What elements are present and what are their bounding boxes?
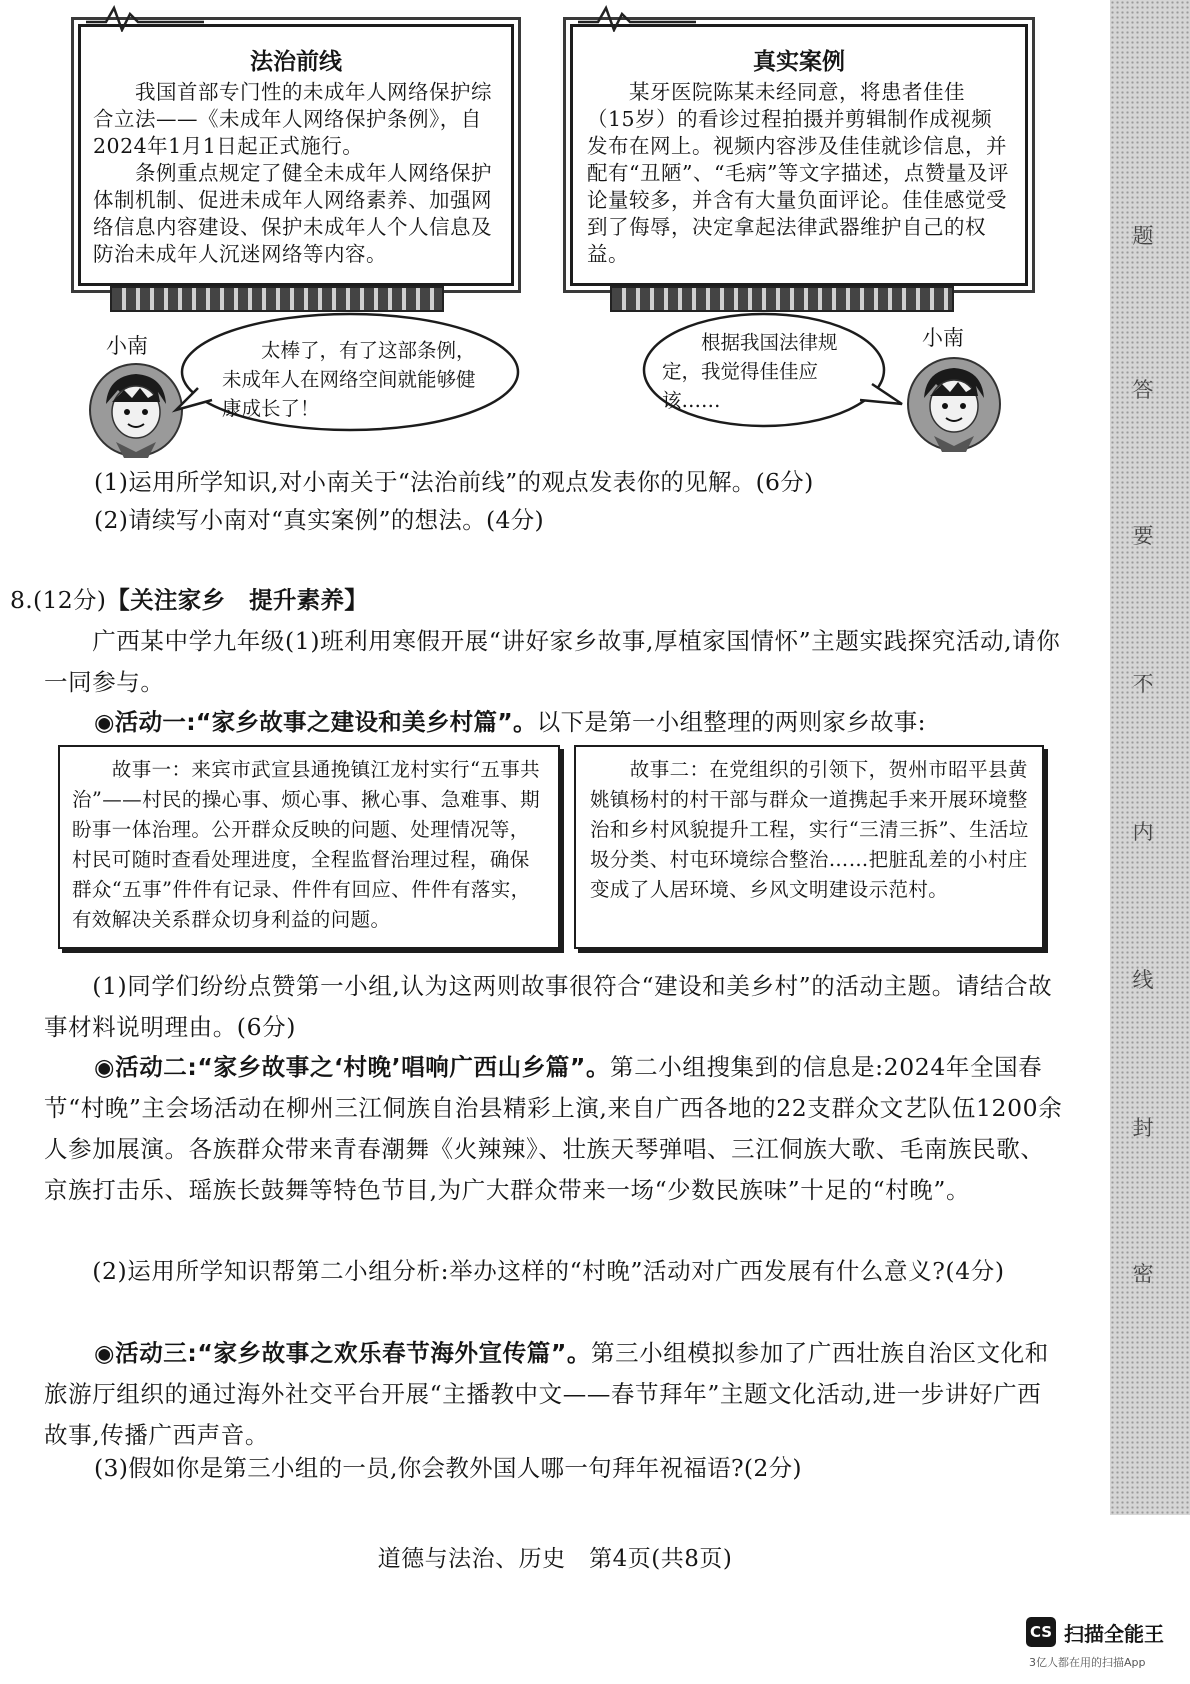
margin-char: 要 — [1132, 524, 1154, 548]
activity-1-label: ◉活动一:“家乡故事之建设和美乡村篇”。 — [94, 708, 537, 736]
scanner-tagline: 3亿人都在用的扫描App — [1029, 1656, 1146, 1669]
panel-real-case-body: 某牙医院陈某未经同意，将患者佳佳（15岁）的看诊过程拍摄并剪辑制作成视频发布在网上。视频内容涉及佳佳就诊信息，并配有“丑陋”、“毛病”等文字描述，点赞量及评论量较多，并含有大量负面评论。佳佳感觉受到了侮辱，决定拿起法律武器维护自己的权益。 — [587, 80, 1009, 266]
story-box-2 — [574, 745, 1044, 949]
scanner-logo-icon: CS — [1026, 1617, 1056, 1647]
boy-avatar-icon — [906, 356, 1002, 452]
story-2-text: 故事二：在党组织的引领下，贺州市昭平县黄姚镇杨村的村干部与群众一道携起手来开展环境整治和乡村风貌提升工程，实行“三清三拆”、生活垃圾分类、村屯环境综合整治……把脏乱差的小村庄变成了人居环境、乡风文明建设示范村。 — [590, 758, 1029, 901]
activity-2 — [44, 1047, 1064, 1211]
margin-char: 答 — [1132, 378, 1154, 402]
q7-sub2: (2)请续写小南对“真实案例”的想法。(4分) — [94, 506, 545, 534]
story-1-text: 故事一：来宾市武宣县通挽镇江龙村实行“五事共治”——村民的操心事、烦心事、揪心事、急难事、期盼事一体治理。公开群众反映的问题、处理情况等，村民可随时查看处理进度，全程监督治理过程，确保群众“五事”件件有记录、件件有回应、件件有落实，有效解决关系群众切身利益的问题。 — [72, 758, 541, 931]
q8-sub1: (1)同学们纷纷点赞第一小组,认为这两则故事很符合“建设和美乡村”的活动主题。请结合故事材料说明理由。(6分) — [44, 972, 1053, 1041]
margin-char: 线 — [1132, 968, 1154, 992]
avatar-right-name: 小南 — [922, 326, 964, 350]
activity-3-text: 第三小组模拟参加了广西壮族自治区文化和旅游厅组织的通过海外社交平台开展“主播教中文——春节拜年”主题文化活动,进一步讲好广西故事,传播广西声音。 — [44, 1339, 1049, 1449]
margin-char: 密 — [1132, 1262, 1154, 1286]
panel-law-frontline — [78, 24, 514, 286]
pulse-line-icon — [86, 4, 206, 32]
pulse-line-icon — [578, 4, 698, 32]
q8-sub3: (3)假如你是第三小组的一员,你会教外国人哪一句拜年祝福语?(2分) — [94, 1454, 802, 1482]
margin-char: 封 — [1132, 1116, 1154, 1140]
margin-char: 不 — [1132, 672, 1154, 696]
panel-real-case-title: 真实案例 — [753, 49, 845, 75]
speech-bubble-left-text: 太棒了，有了这部条例，未成年人在网络空间就能够健康成长了！ — [222, 339, 476, 420]
q8-header — [10, 585, 368, 615]
activity-3-label: ◉活动三:“家乡故事之欢乐春节海外宣传篇”。 — [94, 1339, 591, 1367]
activity-2-text: 第二小组搜集到的信息是:2024年全国春节“村晚”主会场活动在柳州三江侗族自治县精彩上演,来自广西各地的22支群众文艺队伍1200余人参加展演。各族群众带来青春潮舞《火辣辣》、壮族天琴弹唱、三江侗族大歌、毛南族民歌、京族打击乐、瑶族长鼓舞等特色节目,为广大群众带来一场“少数民族味”十足的“村晚”。 — [44, 1053, 1063, 1204]
speech-bubble-right-text: 根据我国法律规定，我觉得佳佳应该…… — [662, 331, 838, 412]
margin-char: 题 — [1132, 224, 1154, 248]
avatar-left-name: 小南 — [106, 334, 148, 358]
q8-sub2: (2)运用所学知识帮第二小组分析:举办这样的“村晚”活动对广西发展有什么意义?(4分) — [44, 1257, 1005, 1285]
panel-law-frontline-body: 我国首部专门性的未成年人网络保护综合立法——《未成年人网络保护条例》，自2024年1月1日起正式施行。 条例重点规定了健全未成年人网络保护体制机制、促进未成年人网络素养、加强网络信息内容建设、保护未成年人个人信息及防治未成年人沉迷网络等内容。 — [93, 80, 492, 266]
activity-1-text: 以下是第一小组整理的两则家乡故事: — [536, 708, 926, 736]
page-footer: 道德与法治、历史 第4页(共8页) — [377, 1546, 733, 1572]
panel-law-frontline-title: 法治前线 — [250, 49, 342, 75]
activity-3 — [44, 1333, 1064, 1456]
panel-real-case — [570, 24, 1028, 286]
q8-title: 【关注家乡 提升素养】 — [106, 586, 369, 614]
scanner-app-name: 扫描全能王 — [1064, 1622, 1164, 1646]
story-box-1 — [58, 745, 560, 949]
activity-2-label: ◉活动二:“家乡故事之‘村晚’唱响广西山乡篇”。 — [94, 1053, 611, 1081]
activity-1 — [94, 707, 926, 737]
q8-number: 8.(12分) — [10, 586, 107, 614]
q8-intro: 广西某中学九年级(1)班利用寒假开展“讲好家乡故事,厚植家国情怀”主题实践探究活动,请你一同参与。 — [44, 627, 1061, 696]
margin-char: 内 — [1132, 820, 1154, 844]
q7-sub1: (1)运用所学知识,对小南关于“法治前线”的观点发表你的见解。(6分) — [94, 468, 814, 496]
